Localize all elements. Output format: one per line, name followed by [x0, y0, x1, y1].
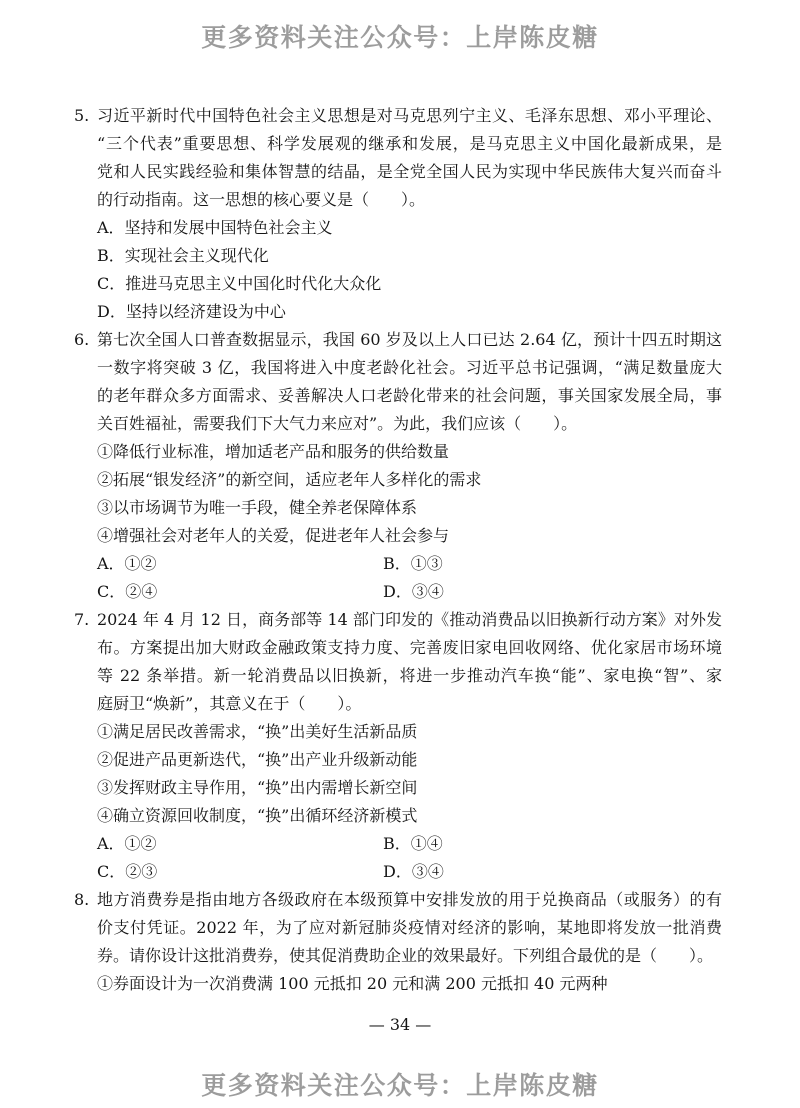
question-number: 6. — [74, 330, 90, 349]
question-stem-line — [74, 354, 734, 382]
option-row — [74, 858, 734, 886]
question-8 — [74, 886, 734, 998]
stem-text: 券。请你设计这批消费券，使其促消费助企业的效果最好。下列组合最优的是（ ）。 — [97, 946, 714, 965]
question-number: 5. — [74, 106, 90, 125]
statement-line — [74, 438, 734, 466]
question-stem-line — [74, 130, 734, 158]
question-number: 8. — [74, 890, 90, 909]
question-stem-line — [74, 606, 734, 634]
statement-line — [74, 522, 734, 550]
option-d: D．坚持以经济建设为中心 — [97, 302, 286, 321]
option-row — [74, 242, 734, 270]
question-stem-line — [74, 634, 734, 662]
option-row — [74, 578, 734, 606]
statement-line — [74, 746, 734, 774]
option-b: B．①③ — [383, 554, 443, 573]
question-stem-line — [74, 942, 734, 970]
question-stem-line — [74, 326, 734, 354]
question-number: 7. — [74, 610, 90, 629]
statement-1: ①满足居民改善需求，“换”出美好生活新品质 — [97, 722, 418, 741]
stem-text: 党和人民实践经验和集体智慧的结晶，是全党全国人民为实现中华民族伟大复兴而奋斗 — [97, 162, 722, 181]
stem-text: 的老年群众多方面需求、妥善解决人口老龄化带来的社会问题，事关国家发展全局，事 — [97, 386, 722, 405]
statement-2: ②促进产品更新迭代，“换”出产业升级新动能 — [97, 750, 418, 769]
statement-3: ③以市场调节为唯一手段，健全养老保障体系 — [97, 498, 418, 517]
question-stem-line — [74, 102, 734, 130]
stem-text: 关百姓福祉，需要我们下大气力来应对”。为此，我们应该（ ）。 — [97, 414, 578, 433]
statement-2: ②拓展“银发经济”的新空间，适应老年人多样化的需求 — [97, 470, 482, 489]
stem-text: 一数字将突破 3 亿，我国将进入中度老龄化社会。习近平总书记强调，“满足数量庞大 — [97, 358, 722, 377]
question-stem-line — [74, 690, 734, 718]
option-row — [74, 214, 734, 242]
question-stem-line — [74, 158, 734, 186]
question-5 — [74, 102, 734, 326]
question-stem-line — [74, 914, 734, 942]
question-stem-line — [74, 186, 734, 214]
option-b: B．①④ — [383, 834, 443, 853]
option-c: C．推进马克思主义中国化时代化大众化 — [97, 274, 382, 293]
watermark-bottom: 更多资料关注公众号：上岸陈皮糖 — [201, 1071, 599, 1100]
question-6 — [74, 326, 734, 606]
statement-line — [74, 494, 734, 522]
option-a: A．①② — [97, 834, 157, 853]
option-row — [74, 550, 734, 578]
statement-line — [74, 970, 734, 998]
stem-text: 价支付凭证。2022 年，为了应对新冠肺炎疫情对经济的影响，某地即将发放一批消费 — [97, 918, 722, 937]
statement-1: ①降低行业标准，增加适老产品和服务的供给数量 — [97, 442, 450, 461]
option-d: D．③④ — [383, 582, 444, 601]
option-c: C．②③ — [97, 862, 158, 881]
question-stem-line — [74, 382, 734, 410]
statement-4: ④增强社会对老年人的关爱，促进老年人社会参与 — [97, 526, 450, 545]
stem-text: 第七次全国人口普查数据显示，我国 60 岁及以上人口已达 2.64 亿，预计十四五时期这 — [97, 330, 722, 349]
option-a: A．①② — [97, 554, 157, 573]
stem-text: 2024 年 4 月 12 日，商务部等 14 部门印发的《推动消费品以旧换新行动方案》对外发 — [97, 610, 722, 629]
option-row — [74, 298, 734, 326]
option-c: C．②④ — [97, 582, 158, 601]
option-row — [74, 270, 734, 298]
question-7 — [74, 606, 734, 886]
stem-text: 庭厨卫“焕新”，其意义在于（ ）。 — [97, 694, 362, 713]
stem-text: 的行动指南。这一思想的核心要义是（ ）。 — [97, 190, 426, 209]
statement-3: ③发挥财政主导作用，“换”出内需增长新空间 — [97, 778, 418, 797]
stem-text: 地方消费券是指由地方各级政府在本级预算中安排发放的用于兑换商品（或服务）的有 — [97, 890, 722, 909]
statement-line — [74, 774, 734, 802]
option-d: D．③④ — [383, 862, 444, 881]
page-number: — 34 — — [368, 1015, 432, 1034]
statement-line — [74, 802, 734, 830]
option-row — [74, 830, 734, 858]
stem-text: 布。方案提出加大财政金融政策支持力度、完善废旧家电回收网络、优化家居市场环境 — [97, 638, 722, 657]
question-stem-line — [74, 662, 734, 690]
statement-1: ①券面设计为一次消费满 100 元抵扣 20 元和满 200 元抵扣 40 元两种 — [97, 974, 608, 993]
option-a: A．坚持和发展中国特色社会主义 — [97, 218, 333, 237]
statement-line — [74, 718, 734, 746]
watermark-top: 更多资料关注公众号：上岸陈皮糖 — [201, 23, 599, 52]
question-stem-line — [74, 886, 734, 914]
option-b: B．实现社会主义现代化 — [97, 246, 269, 265]
stem-text: 等 22 条举措。新一轮消费品以旧换新，将进一步推动汽车换“能”、家电换“智”、家 — [97, 666, 722, 685]
stem-text: 习近平新时代中国特色社会主义思想是对马克思列宁主义、毛泽东思想、邓小平理论、 — [97, 106, 722, 125]
statement-line — [74, 466, 734, 494]
question-stem-line — [74, 410, 734, 438]
statement-4: ④确立资源回收制度，“换”出循环经济新模式 — [97, 806, 418, 825]
stem-text: “三个代表”重要思想、科学发展观的继承和发展，是马克思主义中国化最新成果，是 — [97, 134, 722, 153]
exam-content — [74, 102, 734, 998]
